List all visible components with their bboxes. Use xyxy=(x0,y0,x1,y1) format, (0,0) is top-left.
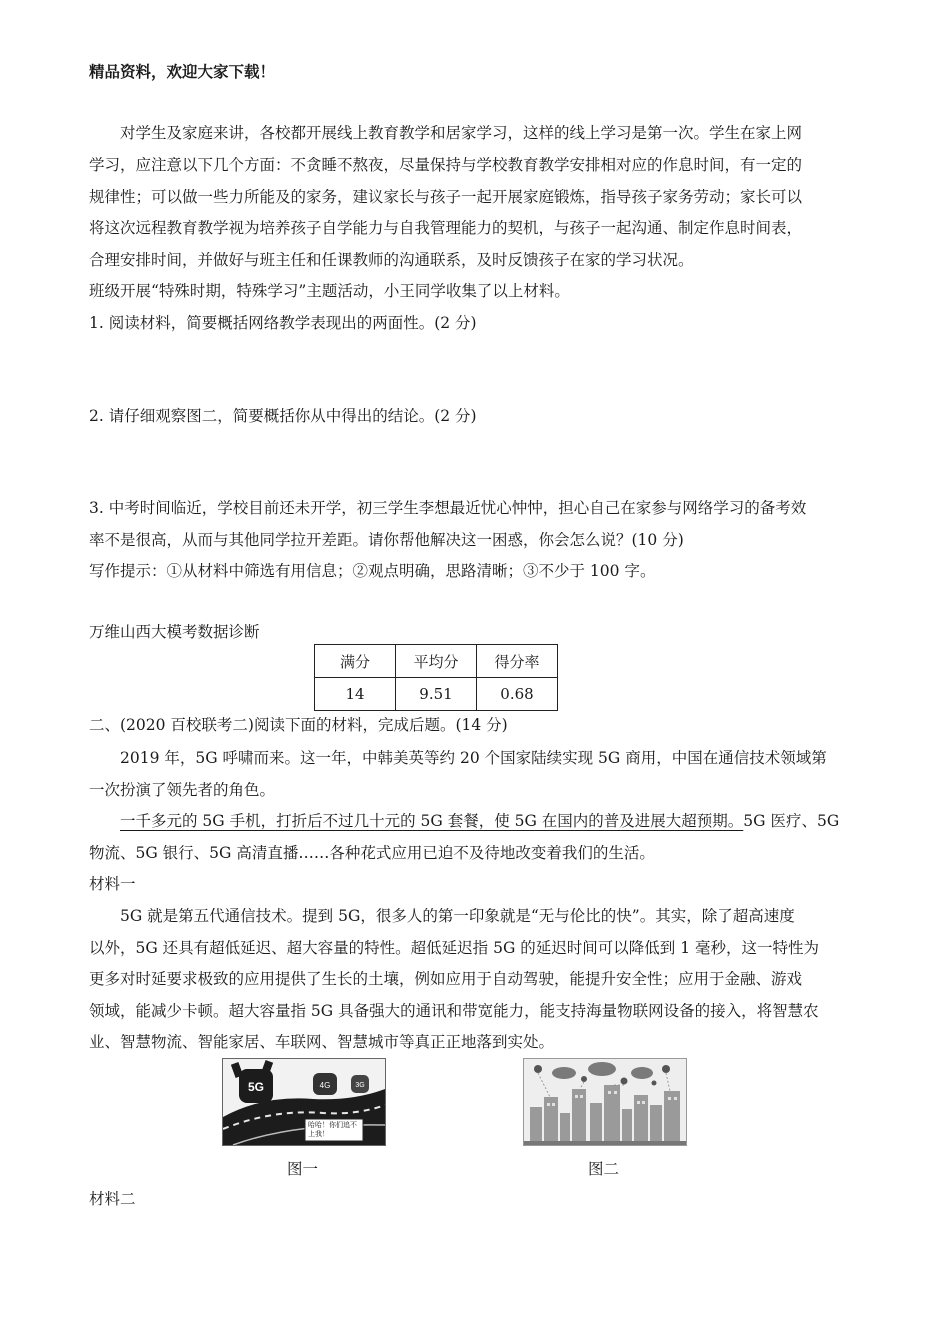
figure-1-cartoon xyxy=(222,1058,386,1146)
material-2-label: 材料二 xyxy=(89,1190,136,1208)
material-1-line: 领域，能减少卡顿。超大容量指 5G 具备强大的通讯和带宽能力，能支持海量物联网设备的接入，将智慧农 xyxy=(89,1002,819,1020)
race-cartoon-illustration xyxy=(223,1059,385,1145)
figure-2-smart-city xyxy=(523,1058,687,1146)
section-2-paragraph-line xyxy=(120,811,839,831)
passage-line: 合理安排时间，并做好与班主任和任课教师的沟通联系，及时反馈孩子在家的学习状况。 xyxy=(89,251,694,269)
table-header-cell: 满分 xyxy=(315,645,396,678)
sentence-continuation: 5G 医疗、5G xyxy=(743,812,840,830)
table-cell: 14 xyxy=(315,678,396,711)
table-row xyxy=(315,678,558,711)
table-header-cell: 得分率 xyxy=(477,645,558,678)
figure-1-caption: 图一 xyxy=(287,1160,319,1178)
score-table xyxy=(314,644,558,711)
table-cell: 9.51 xyxy=(396,678,477,711)
table-row xyxy=(315,645,558,678)
material-1-line: 以外，5G 还具有超低延迟、超大容量的特性。超低延迟指 5G 的延迟时间可以降低到 1 毫秒，这一特性为 xyxy=(89,939,819,957)
section-2-title: 二、(2020 百校联考二)阅读下面的材料，完成后题。(14 分) xyxy=(89,716,508,734)
section-2-paragraph-line: 2019 年，5G 呼啸而来。这一年，中韩美英等约 20 个国家陆续实现 5G 商用，中国在通信技术领域第 xyxy=(120,749,827,767)
material-1-line: 5G 就是第五代通信技术。提到 5G，很多人的第一印象就是“无与伦比的快”。其实，除了超高速度 xyxy=(120,907,795,925)
activity-intro: 班级开展“特殊时期，特殊学习”主题活动，小王同学收集了以上材料。 xyxy=(89,282,570,300)
writing-hint: 写作提示：①从材料中筛选有用信息；②观点明确，思路清晰；③不少于 100 字。 xyxy=(89,562,656,580)
passage-line: 对学生及家庭来讲，各校都开展线上教育教学和居家学习，这样的线上学习是第一次。学生在家上网 xyxy=(120,124,803,142)
material-1-line: 业、智慧物流、智能家居、车联网、智慧城市等真正正地落到实处。 xyxy=(89,1033,555,1051)
material-1-label: 材料一 xyxy=(89,875,136,893)
question-3-line2: 率不是很高，从而与其他同学拉开差距。请你帮他解决这一困惑，你会怎么说？(10 分) xyxy=(89,531,684,549)
label-4g: 4G xyxy=(319,1081,331,1090)
diagnosis-title: 万维山西大模考数据诊断 xyxy=(89,623,260,641)
passage-line: 学习，应注意以下几个方面：不贪睡不熬夜，尽量保持与学校教育教学安排相对应的作息时间，有一定的 xyxy=(89,156,803,174)
question-1: 1. 阅读材料，简要概括网络教学表现出的两面性。(2 分) xyxy=(89,314,477,332)
question-3-line1: 3. 中考时间临近，学校目前还未开学，初三学生李想最近忧心忡忡，担心自己在家参与网络学习的备考效 xyxy=(89,499,807,517)
underlined-sentence: 一千多元的 5G 手机，打折后不过几十元的 5G 套餐，使 5G 在国内的普及进展大超预期。 xyxy=(120,812,744,830)
passage-line: 将这次远程教育教学视为培养孩子自学能力与自我管理能力的契机，与孩子一起沟通、制定作息时间表， xyxy=(89,219,803,237)
question-2: 2. 请仔细观察图二，简要概括你从中得出的结论。(2 分) xyxy=(89,407,477,425)
table-cell: 0.68 xyxy=(477,678,558,711)
section-2-paragraph-line: 物流、5G 银行、5G 高清直播……各种花式应用已迫不及待地改变着我们的生活。 xyxy=(89,844,655,862)
passage-line: 规律性；可以做一些力所能及的家务，建议家长与孩子一起开展家庭锻炼，指导孩子家务劳动；家长可以 xyxy=(89,188,803,206)
table-header-cell: 平均分 xyxy=(396,645,477,678)
figure-2-caption: 图二 xyxy=(588,1160,620,1178)
speech-bubble: 哈哈！你们追不上我！ xyxy=(308,1121,357,1138)
label-5g: 5G xyxy=(247,1080,265,1094)
section-2-paragraph-line: 一次扮演了领先者的角色。 xyxy=(89,781,276,799)
page-header: 精品资料，欢迎大家下载！ xyxy=(89,62,276,81)
smart-city-illustration xyxy=(524,1059,686,1145)
material-1-line: 更多对时延要求极致的应用提供了生长的土壤，例如应用于自动驾驶，能提升安全性；应用于金融、游戏 xyxy=(89,970,803,988)
label-3g: 3G xyxy=(355,1082,365,1089)
